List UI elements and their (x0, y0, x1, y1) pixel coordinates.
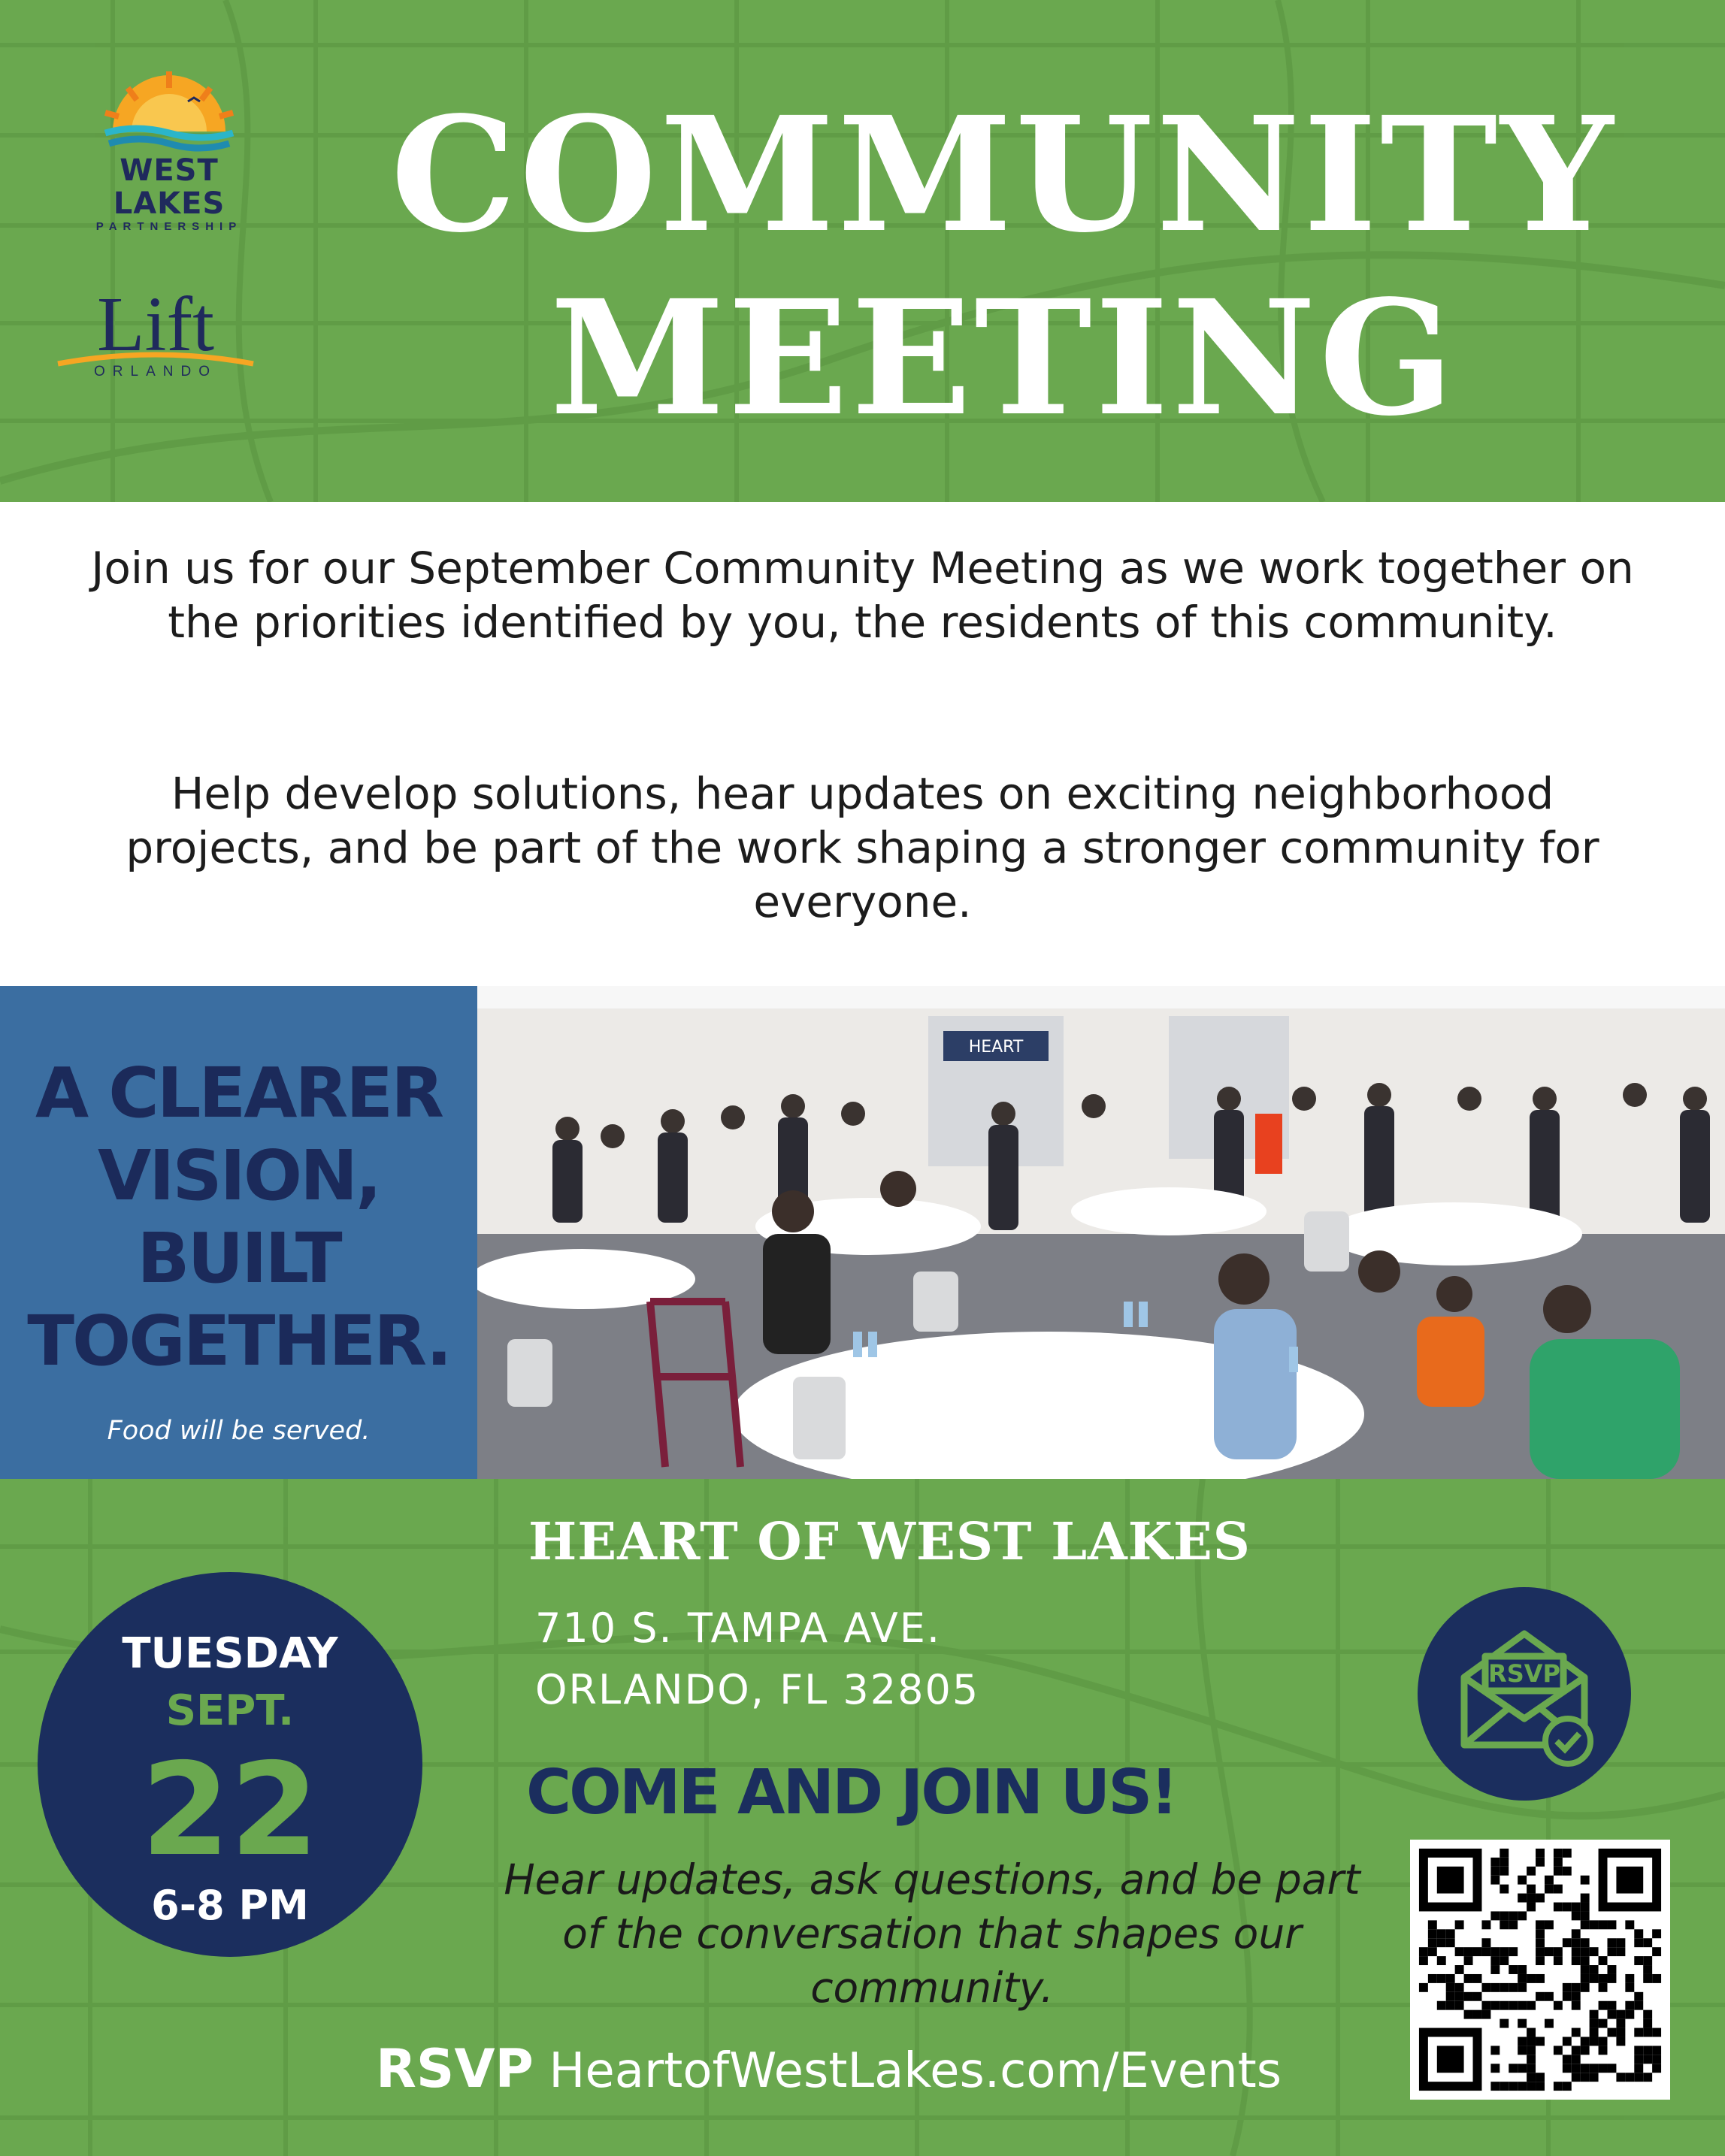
event-month: SEPT. (165, 1686, 295, 1735)
community-meeting-photo (477, 986, 1725, 1479)
rsvp-icon-text: RSVP (1488, 1659, 1560, 1688)
qr-code[interactable] (1410, 1840, 1670, 2100)
lift-name: Lift (97, 281, 214, 367)
lift-orlando-logo (54, 281, 257, 380)
event-time: 6-8 PM (151, 1882, 309, 1929)
event-day: TUESDAY (122, 1629, 338, 1678)
address-line-2: ORLANDO, FL 32805 (535, 1666, 980, 1713)
west-lakes-sub: PARTNERSHIP (95, 220, 243, 233)
call-to-action: COME AND JOIN US! (526, 1757, 1176, 1828)
slogan-line: BUILT (137, 1218, 340, 1299)
intro-paragraph-2: Help develop solutions, hear updates on exciting neighborhood projects, and be part of the work shaping a stronger community for everyone. (126, 768, 1599, 927)
sunrise-icon (98, 71, 241, 154)
food-note: Food will be served. (107, 1416, 371, 1446)
venue-name: HEART OF WEST LAKES (528, 1512, 1251, 1572)
headline-line2: MEETING (549, 265, 1457, 451)
date-badge (38, 1572, 422, 1957)
lift-sub: ORLANDO (94, 364, 217, 379)
rsvp-line (376, 2038, 1383, 2100)
slogan-line: TOGETHER. (27, 1301, 450, 1381)
event-description: Hear updates, ask questions, and be part of the conversation that shapes our community. (504, 1855, 1360, 2012)
headline-line1: COMMUNITY (390, 82, 1617, 268)
rsvp-label: RSVP (376, 2038, 534, 2100)
slogan (0, 1052, 477, 1383)
rsvp-link[interactable]: HeartofWestLakes.com/Events (549, 2043, 1282, 2099)
header-banner (0, 0, 1725, 502)
slogan-line: VISION, (97, 1135, 380, 1216)
photo-sign: HEART (968, 1038, 1024, 1057)
event-date: 22 (141, 1736, 319, 1885)
rsvp-envelope-icon (1418, 1587, 1631, 1801)
slogan-panel (0, 986, 477, 1479)
west-lakes-name: WEST LAKES (113, 153, 225, 221)
address-line-1: 710 S. TAMPA AVE. (535, 1604, 942, 1652)
slogan-line: A CLEARER (35, 1053, 442, 1133)
west-lakes-logo (79, 71, 259, 233)
intro-paragraph-1: Join us for our September Community Meeting as we work together on the priorities identified by you, the residents of this community. (91, 543, 1634, 648)
